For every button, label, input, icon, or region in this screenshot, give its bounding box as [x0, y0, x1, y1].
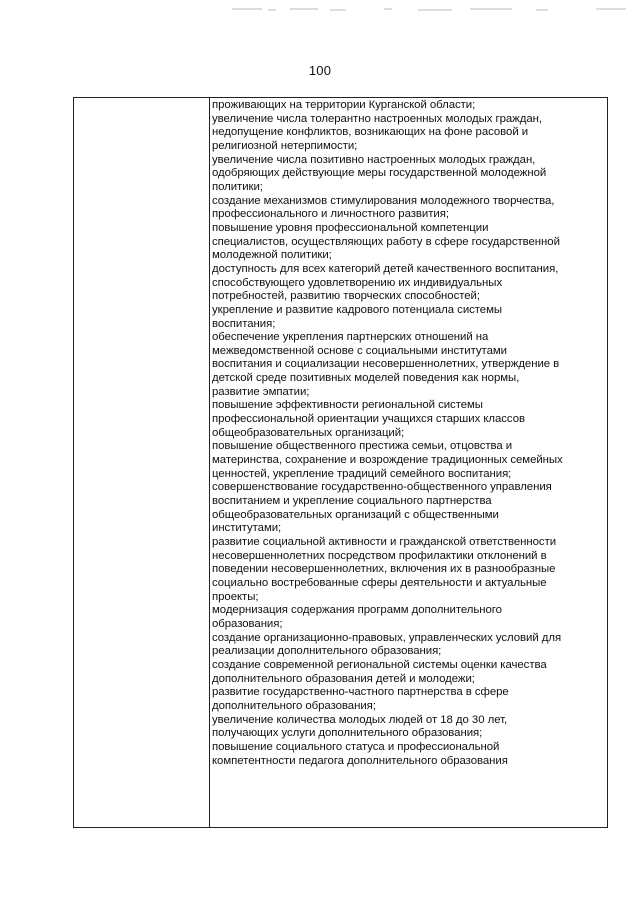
text-line: повышение эффективности региональной системы	[212, 399, 483, 412]
text-line: повышение уровня профессиональной компетенции	[212, 221, 489, 234]
text-line: религиозной нетерпимости;	[212, 139, 358, 152]
text-line: ценностей, укрепление традиций семейного воспитания;	[212, 467, 512, 480]
text-line: воспитания;	[212, 317, 276, 330]
text-line: общеобразовательных организаций с общественными	[212, 508, 499, 521]
text-line: дополнительного образования детей и молодежи;	[212, 672, 475, 685]
text-line: повышение общественного престижа семьи, отцовства и	[212, 440, 513, 453]
text-line: проекты;	[212, 590, 259, 603]
text-line: способствующего удовлетворению их индивидуальных	[212, 276, 503, 289]
text-line: образования;	[212, 617, 283, 630]
text-line: молодежной политики;	[212, 249, 332, 262]
text-line: несовершеннолетних посредством профилактики отклонений в	[212, 549, 547, 562]
content-table	[73, 97, 608, 828]
text-line: поведении несовершеннолетних, включения их в разнообразные	[212, 563, 556, 576]
text-line: обеспечение укрепления партнерских отношений на	[212, 331, 489, 344]
text-line: детской среде позитивных моделей поведения как нормы,	[212, 372, 520, 385]
text-line: воспитанием и укрепление социального партнерства	[212, 495, 492, 508]
results-text-cell	[212, 99, 608, 828]
text-line: недопущение конфликтов, возникающих на фоне расовой и	[212, 126, 529, 139]
text-line: воспитания и социализации несовершеннолетних, утверждение в	[212, 358, 560, 371]
text-line: реализации дополнительного образования;	[212, 645, 442, 658]
scan-artifact-strip	[0, 6, 640, 14]
text-line: социально востребованные сферы деятельности и актуальные	[212, 576, 547, 589]
text-line: компетентности педагога дополнительного образования	[212, 754, 508, 767]
text-line: создание современной региональной системы оценки качества	[212, 658, 547, 671]
text-line: политики;	[212, 180, 263, 193]
text-line: профессионального и личностного развития;	[212, 208, 449, 221]
page-number: 100	[308, 63, 332, 78]
text-line: межведомственной основе с социальными институтами	[212, 344, 507, 357]
text-line: развитие эмпатии;	[212, 385, 310, 398]
text-line: укрепление и развитие кадрового потенциала системы	[212, 303, 503, 316]
text-line: повышение социального статуса и профессиональной	[212, 740, 500, 753]
text-line: проживающих на территории Курганской области;	[212, 99, 476, 111]
text-line: дополнительного образования;	[212, 699, 376, 712]
text-line: модернизация содержания программ дополнительного	[212, 604, 502, 617]
text-line: доступность для всех категорий детей качественного воспитания,	[212, 262, 559, 275]
text-line: профессиональной ориентации учащихся старших классов	[212, 413, 525, 426]
text-line: одобряющих действующие меры государственной молодежной	[212, 167, 547, 180]
text-line: создание организационно-правовых, управленческих условий для	[212, 631, 562, 644]
text-line: специалистов, осуществляющих работу в сфере государственной	[212, 235, 560, 248]
text-line: увеличение числа позитивно настроенных молодых граждан,	[212, 153, 536, 166]
text-line: создание механизмов стимулирования молодежного творчества,	[212, 194, 555, 207]
text-line: совершенствование государственно-общественного управления	[212, 481, 552, 494]
text-line: потребностей, развитию творческих способностей;	[212, 290, 480, 303]
text-line: развитие социальной активности и гражданской ответственности	[212, 536, 557, 548]
text-line: развитие государственно-частного партнерства в сфере	[212, 686, 509, 699]
text-line: увеличение числа толерантно настроенных молодых граждан,	[212, 112, 542, 125]
empty-left-cell	[74, 98, 210, 827]
text-line: увеличение количества молодых людей от 18 до 30 лет,	[212, 713, 508, 726]
text-line: общеобразовательных организаций;	[212, 426, 405, 439]
text-line: материнства, сохранение и возрождение традиционных семейных	[212, 454, 563, 467]
text-line: институтами;	[212, 522, 282, 535]
text-line: получающих услуги дополнительного образования;	[212, 727, 483, 740]
